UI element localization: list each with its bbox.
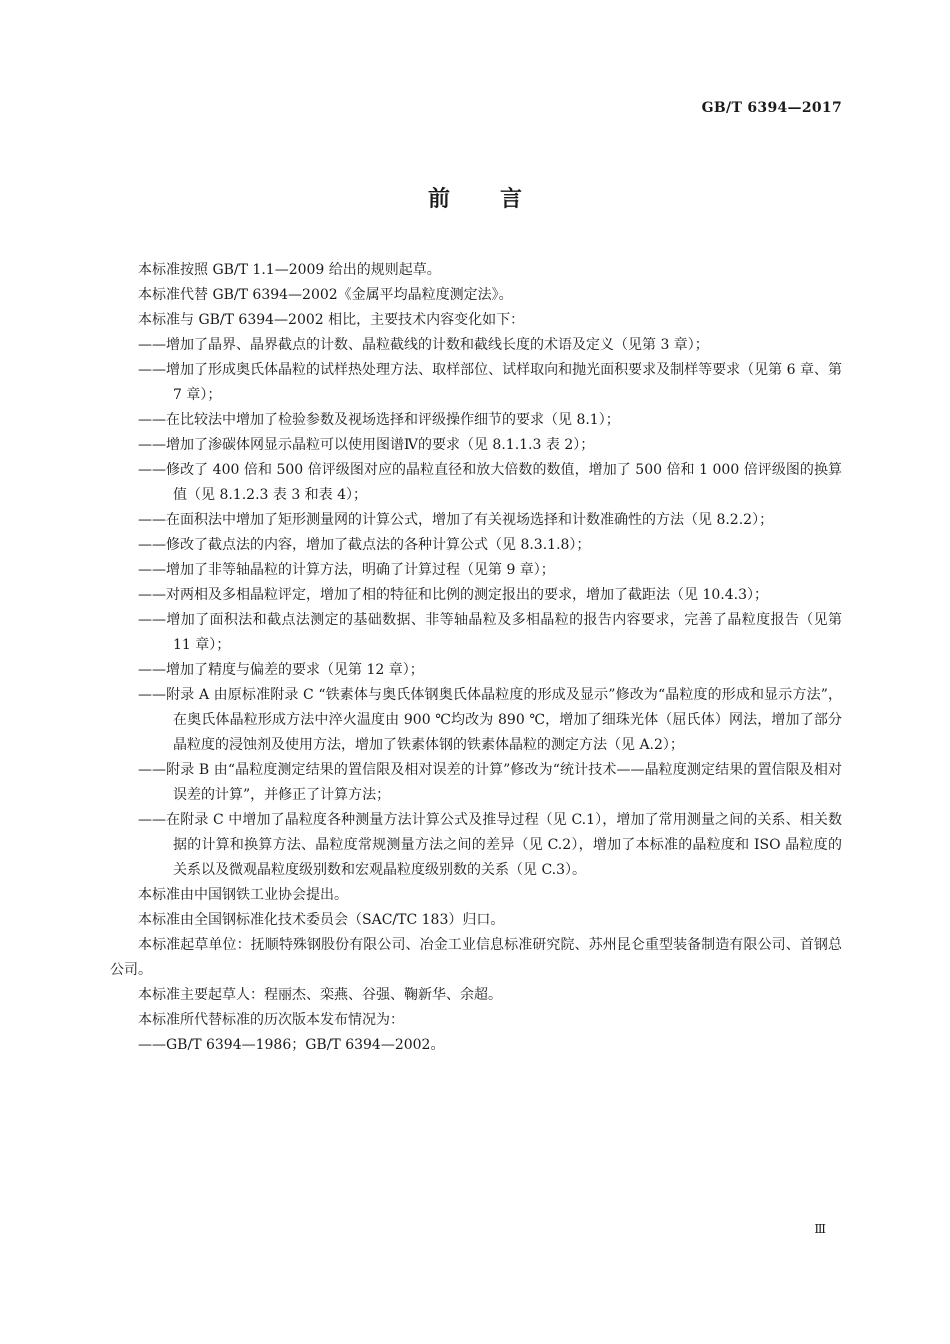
change-item: ——在附录 C 中增加了晶粒度各种测量方法计算公式及推导过程（见 C.1），增加了常用测量之间的关系、相关数据的计算和换算方法、晶粒度常规测量方法之间的差异（见 C.2），增加了本标准的晶粒度和 ISO 晶粒度的关系以及微观晶粒度级别数和宏观晶粒度级别数的关系（见 C.3）。 [138, 812, 842, 878]
paragraph-history-list: ——GB/T 6394—1986；GB/T 6394—2002。 [138, 1037, 445, 1053]
paragraph-drafting-rules: 本标准按照 GB/T 1.1—2009 给出的规则起草。 [138, 262, 441, 278]
page-title: 前言 [427, 187, 572, 212]
document-body [110, 258, 842, 1058]
paragraph-history-intro: 本标准所代替标准的历次版本发布情况为： [138, 1012, 404, 1028]
change-item: ——增加了晶界、晶界截点的计数、晶粒截线的计数和截线长度的术语及定义（见第 3 章）； [138, 337, 709, 353]
change-item: ——增加了渗碳体网显示晶粒可以使用图谱Ⅳ的要求（见 8.1.1.3 表 2）； [138, 437, 595, 453]
paragraph-drafting-units: 本标准起草单位：抚顺特殊钢股份有限公司、冶金工业信息标准研究院、苏州昆仑重型装备制造有限公司、首钢总公司。 [110, 937, 842, 978]
standard-code: GB/T 6394—2017 [701, 100, 842, 116]
change-item: ——增加了面积法和截点法测定的基础数据、非等轴晶粒及多相晶粒的报告内容要求，完善了晶粒度报告（见第 11 章）； [138, 612, 842, 653]
change-item: ——增加了形成奥氏体晶粒的试样热处理方法、取样部位、试样取向和抛光面积要求及制样等要求（见第 6 章、第 7 章）； [138, 362, 842, 403]
change-item: ——在比较法中增加了检验参数及视场选择和评级操作细节的要求（见 8.1）； [138, 412, 620, 428]
paragraph-drafters: 本标准主要起草人：程丽杰、栾燕、谷强、鞠新华、余超。 [138, 987, 502, 1003]
change-item: ——在面积法中增加了矩形测量网的计算公式，增加了有关视场选择和计数准确性的方法（见 8.2.2）； [138, 512, 774, 528]
change-item: ——增加了非等轴晶粒的计算方法，明确了计算过程（见第 9 章）； [138, 562, 555, 578]
paragraph-changes-intro: 本标准与 GB/T 6394—2002 相比，主要技术内容变化如下： [138, 312, 525, 328]
paragraph-replaces: 本标准代替 GB/T 6394—2002《金属平均晶粒度测定法》。 [138, 287, 513, 303]
paragraph-proposed-by: 本标准由中国钢铁工业协会提出。 [138, 887, 348, 903]
change-item: ——修改了 400 倍和 500 倍评级图对应的晶粒直径和放大倍数的数值，增加了 500 倍和 1 000 倍评级图的换算值（见 8.1.2.3 表 3 和表 4）； [138, 462, 842, 503]
change-item: ——增加了精度与偏差的要求（见第 12 章）； [138, 662, 424, 678]
change-item: ——对两相及多相晶粒评定，增加了相的特征和比例的测定报出的要求，增加了截距法（见 10.4.3）； [138, 587, 768, 603]
paragraph-technical-committee: 本标准由全国钢标准化技术委员会（SAC/TC 183）归口。 [138, 912, 505, 928]
change-item: ——附录 B 由“晶粒度测定结果的置信限及相对误差的计算”修改为“统计技术——晶粒度测定结果的置信限及相对误差的计算”，并修正了计算方法； [138, 762, 842, 803]
change-item: ——附录 A 由原标准附录 C “铁素体与奥氏体钢奥氏体晶粒度的形成及显示”修改为“晶粒度的形成和显示方法”，在奥氏体晶粒形成方法中淬火温度由 900 ℃均改为 890 ℃，增加了细珠光体（屈氏体）网法，增加了部分晶粒度的浸蚀剂及使用方法，增加了铁素体钢的铁素体晶粒的测定方法（见 A.2）； [138, 687, 842, 753]
change-item: ——修改了截点法的内容，增加了截点法的各种计算公式（见 8.3.1.8）； [138, 537, 591, 553]
page-number: Ⅲ [814, 1222, 826, 1236]
